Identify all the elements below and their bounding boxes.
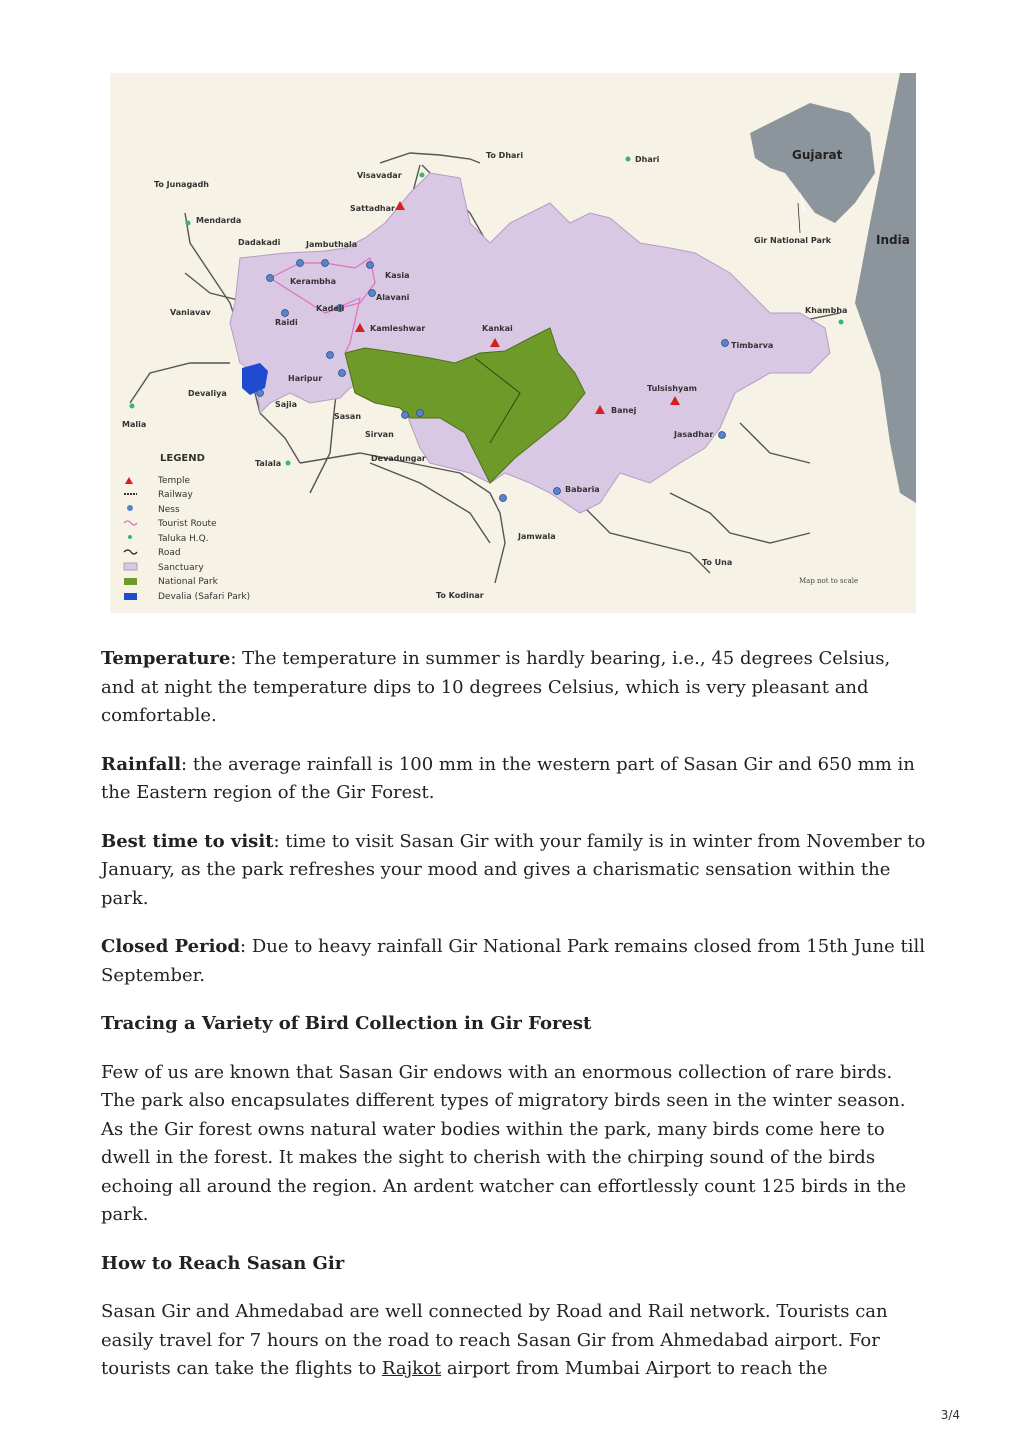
page-number: 3/4 [940, 1408, 960, 1422]
legend-item: Ness [158, 505, 180, 515]
reach-heading: How to Reach Sasan Gir [101, 1252, 345, 1274]
legend-item: Taluka H.Q. [158, 534, 209, 544]
label-visavadar: Visavadar [357, 171, 402, 180]
closed-period-label: Closed Period [101, 936, 241, 957]
label-devadungar: Devadungar [371, 454, 426, 463]
temperature-paragraph [101, 645, 927, 731]
legend-item: Tourist Route [158, 519, 217, 529]
reach-paragraph [101, 1298, 927, 1384]
label-kankai: Kankai [482, 324, 513, 333]
label-to-una: To Una [702, 558, 733, 567]
label-dadakadi: Dadakadi [238, 238, 281, 247]
label-to-junagadh: To Junagadh [154, 180, 209, 189]
label-tulsishyam: Tulsishyam [647, 384, 697, 393]
temperature-label: Temperature [101, 648, 231, 669]
label-kerambha: Kerambha [290, 277, 336, 286]
label-banej: Banej [611, 406, 637, 415]
legend-item: Temple [158, 476, 191, 486]
legend-sanctuary-icon [124, 563, 137, 570]
rainfall-text: : the average rainfall is 100 mm in the western part of Sasan Gir and 650 mm in the Eastern region of the Gir Forest. [101, 753, 915, 803]
label-talala: Talala [255, 459, 282, 468]
legend-ness-icon [127, 505, 133, 511]
label-gir-national-park: Gir National Park [754, 236, 832, 245]
legend-safari-park-icon [124, 593, 137, 600]
rainfall-label: Rainfall [101, 753, 182, 775]
map-scale-note: Map not to scale [799, 577, 859, 585]
label-sattadhar: Sattadhar [350, 204, 395, 213]
label-india: India [876, 233, 910, 247]
legend-national-park-icon [124, 578, 137, 585]
gir-map-image [110, 73, 916, 613]
gir-map-svg [110, 73, 916, 613]
label-kamleshwar: Kamleshwar [370, 324, 426, 333]
label-dhari: Dhari [635, 155, 660, 164]
closed-period-text: : Due to heavy rainfall Gir National Park remains closed from 15th June till September. [101, 936, 925, 986]
label-mendarda: Mendarda [196, 216, 242, 225]
label-babaria: Babaria [565, 485, 600, 494]
label-jasadhar: Jasadhar [674, 430, 714, 439]
label-raidi: Raidi [275, 318, 298, 327]
best-time-text: : time to visit Sasan Gir with your family is in winter from November to January, as the park refreshes your mood and gives a charismatic sensation within the park. [101, 830, 926, 909]
article-body [101, 645, 927, 1404]
legend-item: Devalia (Safari Park) [158, 592, 251, 602]
label-sajia: Sajia [275, 400, 298, 409]
legend-item: Road [158, 548, 181, 558]
rainfall-paragraph [101, 751, 927, 808]
label-kadeli: Kadeli [316, 304, 345, 313]
temperature-text: : The temperature in summer is hardly bearing, i.e., 45 degrees Celsius, and at night the temperature dips to 10 degrees Celsius, which is very pleasant and comfortable. [101, 648, 891, 726]
legend-title: LEGEND [160, 453, 205, 464]
rajkot-link[interactable]: Rajkot [381, 1358, 442, 1379]
birds-paragraph: Few of us are known that Sasan Gir endows with an enormous collection of rare birds. The park also encapsulates different types of migratory birds seen in the winter season. As the Gir forest owns natural water bodies within the park, many birds come here to dwell in the forest. It makes the sight to cherish with the chirping sound of the birds echoing all around the region. An ardent watcher can effortlessly count 125 birds in the park. [101, 1061, 907, 1225]
label-to-dhari: To Dhari [486, 151, 524, 160]
legend-item: Sanctuary [158, 563, 204, 573]
label-haripur: Haripur [288, 374, 323, 383]
label-khambha: Khambha [805, 306, 848, 315]
legend-item: National Park [158, 577, 218, 587]
label-timbarva: Timbarva [731, 341, 774, 350]
label-sasan: Sasan [334, 412, 362, 421]
label-malia: Malia [122, 420, 147, 429]
reach-text-after: airport from Mumbai Airport to reach the [441, 1358, 828, 1379]
birds-heading: Tracing a Variety of Bird Collection in Gir Forest [101, 1013, 592, 1034]
legend-taluka-icon [128, 535, 132, 539]
reach-text-before: Sasan Gir and Ahmedabad are well connected by Road and Rail network. Tourists can easily travel for 7 hours on the road to reach Sasan Gir from Ahmedabad airport. For tourists can take the flights to [101, 1301, 888, 1379]
label-sirvan: Sirvan [365, 430, 394, 439]
label-jambuthala: Jambuthala [306, 240, 358, 249]
label-alavani: Alavani [376, 293, 410, 302]
label-devaliya: Devaliya [188, 389, 227, 398]
best-time-label: Best time to visit [101, 830, 274, 852]
best-time-paragraph [101, 828, 927, 914]
label-gujarat: Gujarat [792, 148, 843, 162]
label-kasia: Kasia [385, 271, 410, 280]
label-jamwala: Jamwala [518, 532, 556, 541]
label-to-kodinar: To Kodinar [436, 591, 484, 600]
legend-item: Railway [158, 490, 193, 500]
closed-period-paragraph [101, 933, 927, 990]
label-vaniavav: Vaniavav [170, 308, 211, 317]
